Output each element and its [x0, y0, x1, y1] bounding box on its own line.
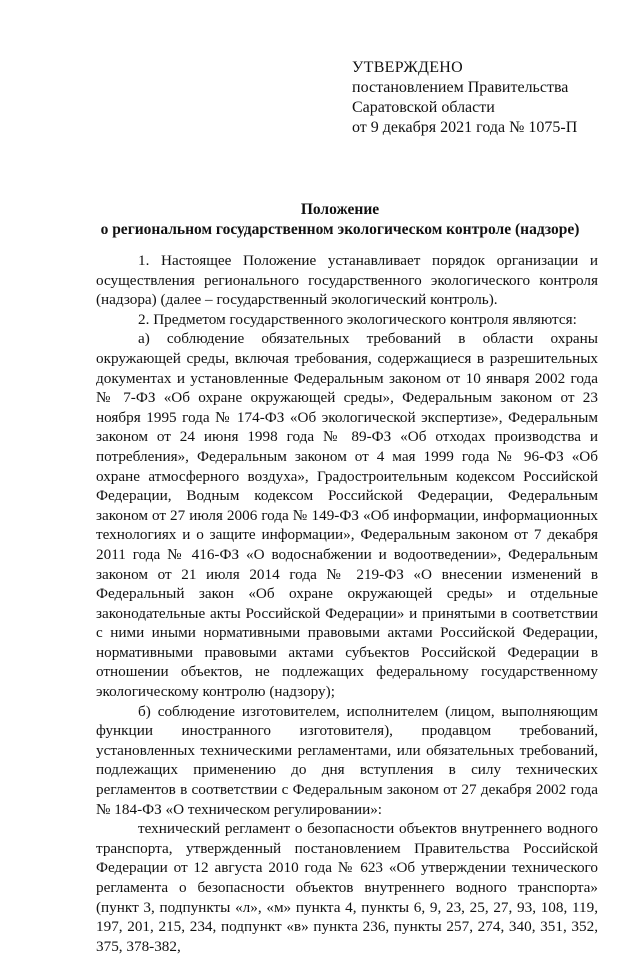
approval-stamp: [352, 58, 622, 138]
paragraph-2: 2. Предметом государственного экологического контроля являются:: [138, 310, 577, 328]
approval-line-2: Саратовской области: [352, 99, 495, 116]
paragraph-2a: а) соблюдение обязательных требований в области охраны окружающей среды, включая требования, содержащиеся в разрешительных документах и установленные Федеральным законом от 10 января 2002 года № 7-ФЗ «Об охране окружающей среды», Федеральным законом от 23 ноября 1995 года № 174-ФЗ «Об экологической экспертизе», Федеральным законом от 24 июня 1998 года № 89-ФЗ «Об отходах производства и потребления», Федеральным законом от 4 мая 1999 года № 96-ФЗ «Об охране атмосферного воздуха», Градостроительным кодексом Российской Федерации, Водным кодексом Российской Федерации, Федеральным законом от 27 июля 2006 года № 149-ФЗ «Об информации, информационных технологиях и о защите информации», Федеральным законом от 7 декабря 2011 года № 416-ФЗ «О водоснабжении и водоотведении», Федеральным законом от 21 июля 2014 года № 219-ФЗ «О внесении изменений в Федеральный закон «Об охране окружающей среды» и отдельные законодательные акты Российской Федерации» и принятыми в соответствии с ними иными нормативными правовыми актами Российской Федерации, нормативными правовыми актами субъектов Российской Федерации в отношении объектов, не подлежащих федеральному государственному экологическому контролю (надзору);: [96, 330, 598, 701]
paragraph-2b: б) соблюдение изготовителем, исполнителем (лицом, выполняющим функции иностранного изготовителя), продавцом требований, установленных техническими регламентами, или обязательных требований, подлежащих применению до дня вступления в силу технических регламентов в соответствии с Федеральным законом от 27 декабря 2002 года № 184-ФЗ «О техническом регулировании»:: [96, 702, 598, 818]
paragraph-1: 1. Настоящее Положение устанавливает порядок организации и осуществления регионального государственного экологического контроля (надзора) (далее – государственный экологический контроль).: [96, 252, 598, 309]
approval-line-1: постановлением Правительства: [352, 79, 569, 96]
approval-line-3: от 9 декабря 2021 года № 1075-П: [352, 119, 578, 136]
approval-heading: УТВЕРЖДЕНО: [352, 59, 464, 76]
title-line-2: о региональном государственном экологическом контроле (надзоре): [100, 221, 580, 238]
title-line-1: Положение: [300, 201, 380, 218]
paragraph-regulation: технический регламент о безопасности объектов внутреннего водного транспорта, утвержденный постановлением Правительства Российской Федерации от 12 августа 2010 года № 623 «Об утверждении технического регламента о безопасности объектов внутреннего водного транспорта» (пункт 3, подпункты «л», «м» пункта 4, пункты 6, 9, 23, 25, 27, 93, 108, 119, 197, 201, 215, 234, подпункт «в» пункта 236, пункты 257, 274, 340, 351, 352, 375, 378-382,: [96, 820, 598, 955]
document-body: [96, 251, 598, 956]
document-title: [60, 200, 620, 240]
